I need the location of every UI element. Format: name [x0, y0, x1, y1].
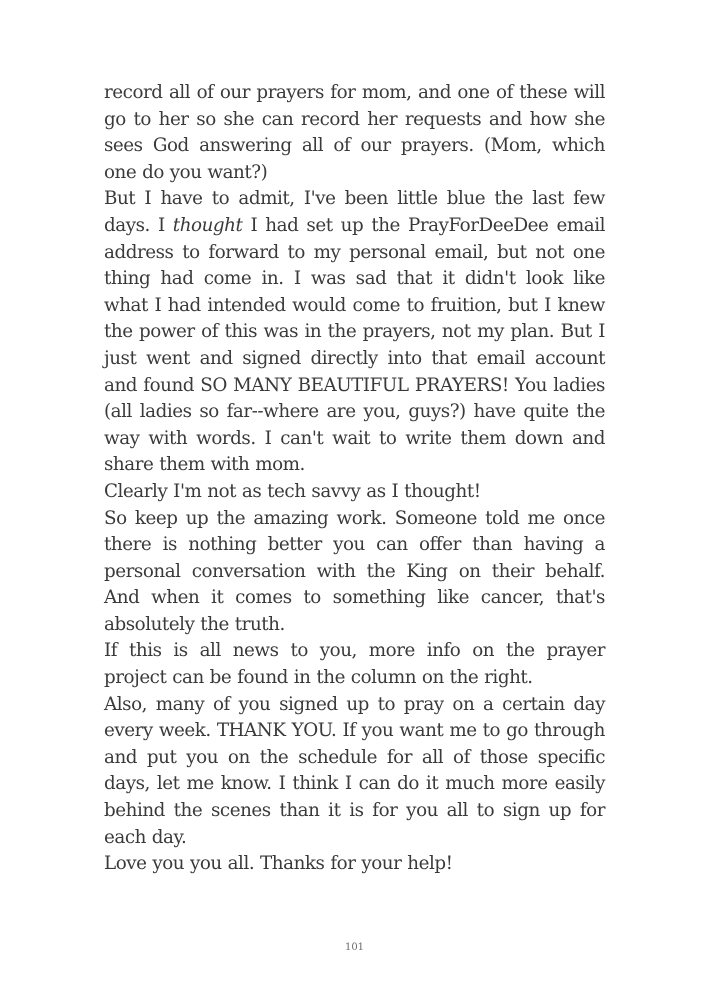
paragraph-prayer-records: record all of our prayers for mom, and one of these will go to her so she can record her requests and how she sees God answering all of our prayers. (Mom, which one do you want?) — [104, 82, 605, 183]
emphasis-thought: thought — [172, 214, 243, 236]
paragraph-closing: Love you you all. Thanks for your help! — [104, 853, 453, 875]
paragraph-little-blue-start: But I have to admit, I've been little blue the last few days. I — [104, 188, 605, 236]
body-text — [104, 80, 605, 878]
page-number: 101 — [344, 942, 365, 953]
paragraph-amazing-work: So keep up the amazing work. Someone told me once there is nothing better you can offer than having a personal conversation with the King on their behalf. And when it comes to something like cancer, that's absolutely the truth. — [104, 507, 605, 635]
paragraph-little-blue — [104, 186, 605, 479]
paragraph-prayer-project-info: If this is all news to you, more info on the prayer project can be found in the column on the right. — [104, 640, 605, 689]
paragraph-schedule: Also, many of you signed up to pray on a certain day every week. THANK YOU. If you want me to go through and put you on the schedule for all of those specific days, let me know. I think I can do it much more easily behind the scenes than it is for you all to sign up for each day. — [104, 693, 605, 848]
paragraph-little-blue-end: I had set up the PrayForDeeDee email address to forward to my personal email, but not one thing had come in. I was sad that it didn't look like what I had intended would come to fruition, but I knew the power of this was in the prayers, not my plan. But I just went and signed directly into that email account and found SO MANY BEAUTIFUL PRAYERS! You ladies (all ladies so far--where are you, guys?) have quite the way with words. I can't wait to write them down and share them with mom. — [104, 214, 605, 476]
paragraph-tech-savvy: Clearly I'm not as tech savvy as I thought! — [104, 480, 481, 502]
